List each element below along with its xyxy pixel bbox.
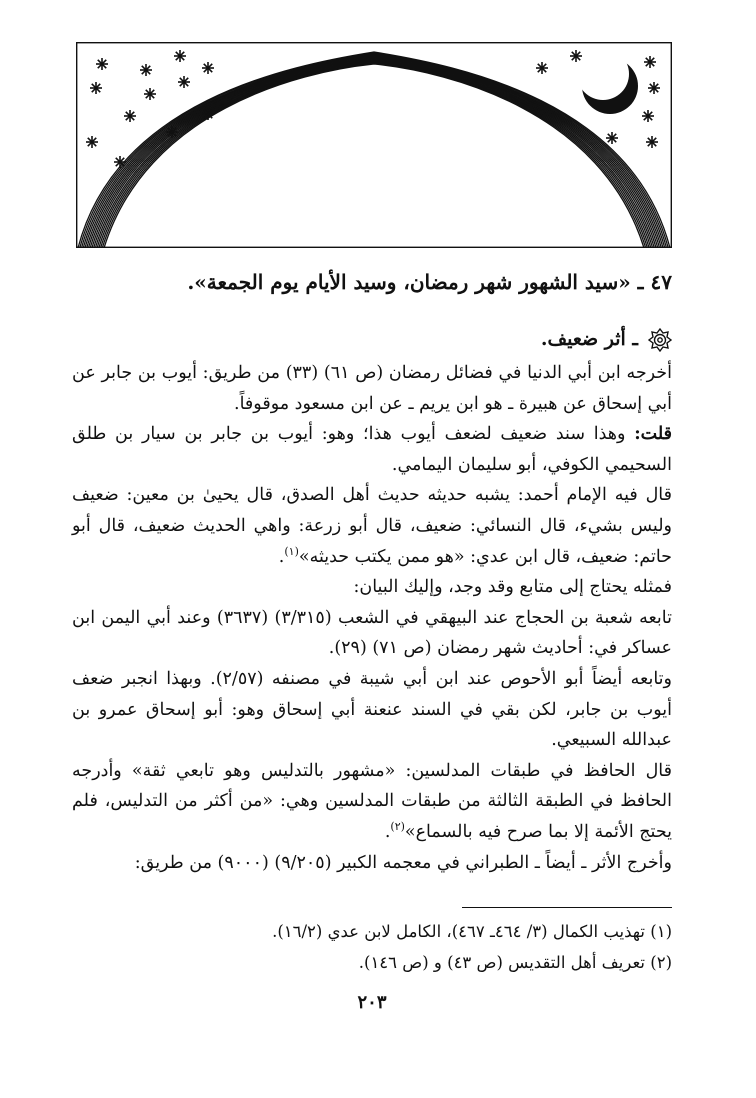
arch-band-line — [95, 60, 652, 248]
star-icon — [86, 136, 98, 148]
verdict-text: ـ أثر ضعيف. — [540, 328, 638, 350]
star-icon — [140, 64, 152, 76]
star-icon — [144, 88, 156, 100]
footnote-ref-1[interactable]: (١) — [284, 544, 299, 558]
paragraph-4: فمثله يحتاج إلى متابع وقد وجد، وإليك البيان: — [353, 577, 672, 598]
paragraph-2 — [72, 419, 672, 480]
star-icon — [642, 110, 654, 122]
arch-band-line — [83, 54, 665, 248]
star-icon — [174, 50, 186, 62]
paragraph-7-end: . — [384, 821, 391, 842]
arch-band-line — [88, 57, 659, 248]
footnote-1 — [72, 916, 672, 947]
flower-ornament-icon — [648, 328, 672, 352]
footnote-2-text: تعريف أهل التقديس (ص ٤٣) و (ص ١٤٦). — [358, 953, 645, 972]
night-sky-arch-illustration — [76, 42, 672, 248]
arch-band-line — [85, 55, 663, 248]
star-icon — [90, 82, 102, 94]
verdict-line — [72, 322, 672, 356]
star-icon — [96, 58, 108, 70]
footnote-2-number: (٢) — [650, 953, 672, 972]
star-icon — [114, 156, 126, 168]
paragraph-2-text: وهذا سند ضعيف لضعف أيوب هذا؛ وهو: أيوب بن جابر بن سيار بن طلق السحيمي الكوفي، أبو سليمان اليمامي. — [72, 424, 672, 475]
crescent-moon-icon — [577, 48, 638, 114]
arch-band-line — [90, 58, 658, 248]
footnote-ref-2[interactable]: (٢) — [390, 820, 405, 834]
page-number: ٢٠٣ — [357, 992, 387, 1013]
stars — [86, 50, 660, 168]
paragraph-2-label: قلت: — [634, 424, 672, 445]
arch-band-line — [99, 62, 649, 248]
star-icon — [202, 108, 214, 120]
paragraph-3 — [72, 480, 672, 572]
footnotes — [72, 916, 672, 978]
star-icon — [646, 136, 658, 148]
star-icon — [606, 132, 618, 144]
star-icon — [648, 82, 660, 94]
star-icon — [178, 76, 190, 88]
footnote-2 — [72, 947, 672, 978]
footnote-1-number: (١) — [650, 922, 672, 941]
paragraph-3-text: قال فيه الإمام أحمد: يشبه حديثه حديث أهل الصدق، قال يحيىٰ بن معين: ضعيف وليس بشيء، قال النسائي: ضعيف، قال أبو زرعة: واهي الحديث ضعيف، قال أبو حاتم: ضعيف، قال ابن عدي: «هو ممن يكتب حديثه» — [72, 485, 672, 567]
paragraph-1: أخرجه ابن أبي الدنيا في فضائل رمضان (ص ٦١) (٣٣) من طريق: أيوب بن جابر عن أبي إسحاق عن هبيرة ـ هو ابن يريم ـ عن ابن مسعود موقوفاً. — [72, 363, 672, 414]
entry-title: ٤٧ ـ «سيد الشهور شهر رمضان، وسيد الأيام يوم الجمعة». — [187, 270, 672, 294]
footnote-1-text: تهذيب الكمال (٣/ ٤٦٤ـ ٤٦٧)، الكامل لابن عدي (١٦/٢). — [272, 922, 645, 941]
footnote-divider — [462, 907, 672, 908]
paragraph-6: وتابعه أيضاً أبو الأحوص عند ابن أبي شيبة في مصنفه (٢/٥٧). وبهذا انجبر ضعف أيوب بن جابر، لكن بقي في السند عنعنة أبي إسحاق وهو: أبو إسحاق عمرو بن عبدالله السبيعي. — [72, 668, 672, 751]
star-icon — [124, 110, 136, 122]
star-icon — [644, 56, 656, 68]
arch-band-line — [94, 59, 655, 248]
header-decoration — [76, 42, 672, 248]
arch-band-line — [102, 63, 645, 248]
star-icon — [202, 62, 214, 74]
paragraph-7-text: قال الحافظ في طبقات المدلسين: «مشهور بالتدليس وهو تابعي ثقة» وأدرجه الحافظ في الطبقة الثالثة من طبقات المدلسين وهي: «من أكثر من التدليس، فلم يحتج الأئمة إلا بما صرح فيه بالسماع» — [72, 760, 672, 842]
arch-band-line — [104, 64, 644, 248]
body-text — [72, 358, 672, 878]
paragraph-8: وأخرج الأثر ـ أيضاً ـ الطبراني في معجمه الكبير (٩/٢٠٥) (٩٠٠٠) من طريق: — [134, 852, 672, 873]
star-icon — [166, 126, 178, 138]
arch-band-line — [87, 56, 662, 248]
arch-band-line — [92, 58, 656, 248]
paragraph-7 — [72, 756, 672, 848]
star-icon — [570, 50, 582, 62]
star-icon — [536, 62, 548, 74]
arch-band-line — [101, 62, 648, 248]
arch-band-line — [97, 61, 651, 248]
paragraph-3-end: . — [278, 546, 285, 567]
paragraph-5: تابعه شعبة بن الحجاج عند البيهقي في الشعب (٣/٣١٥) (٣٦٣٧) وعند أبي اليمن ابن عساكر في: أحاديث شهر رمضان (ص ٧١) (٢٩). — [72, 607, 673, 659]
